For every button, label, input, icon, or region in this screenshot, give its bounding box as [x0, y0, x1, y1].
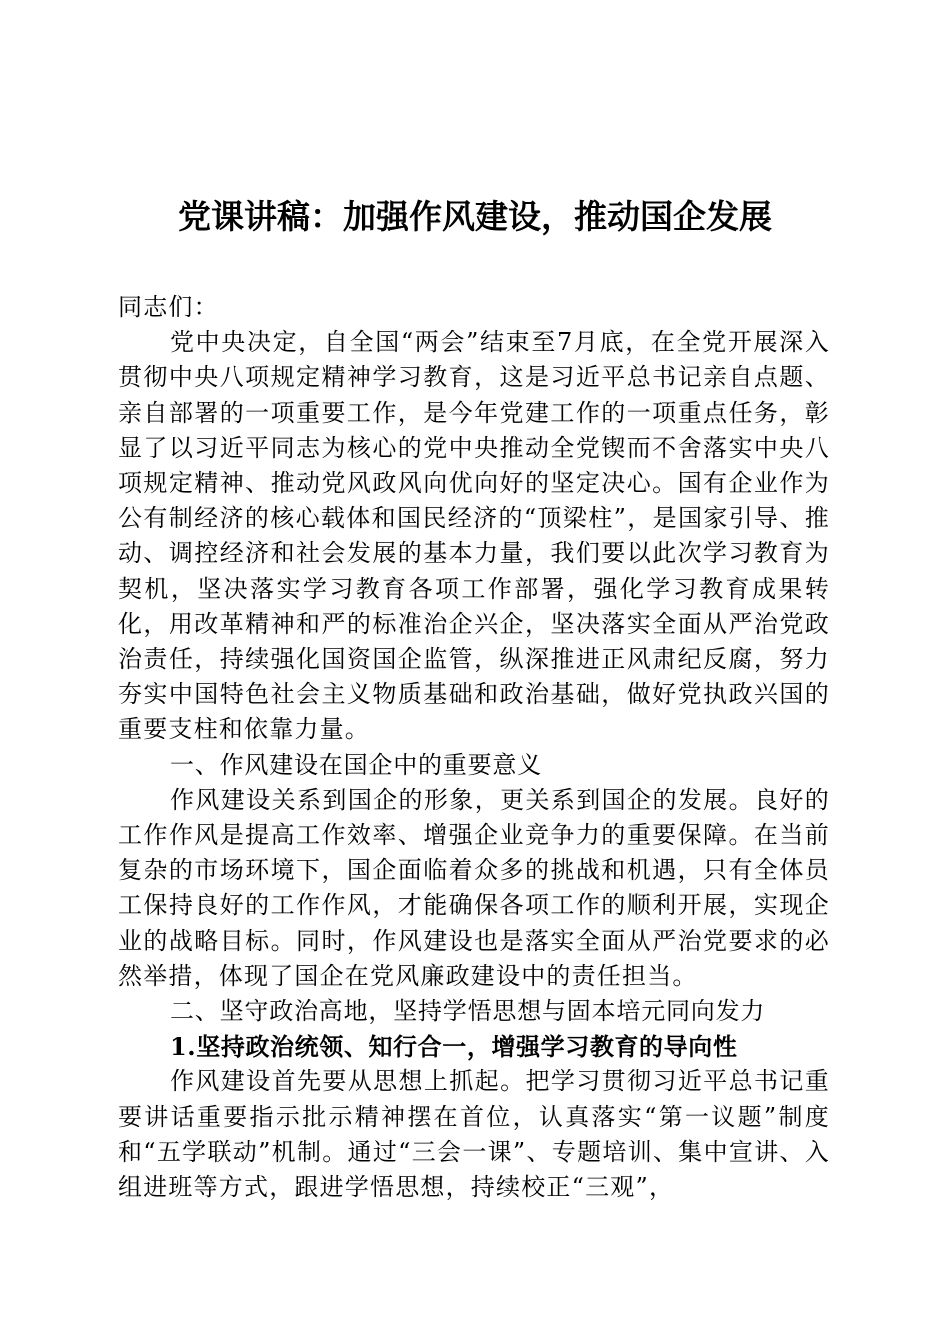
salutation: 同志们： — [118, 293, 219, 321]
intro-paragraph: 党中央决定，自全国“两会”结束至7月底，在全党开展深入贯彻中央八项规定精神学习教育，这是习近平总书记亲自点题、亲自部署的一项重要工作，是今年党建工作的一项重点任务，彰显了以习近平同志为核心的党中央推动全党锲而不舍落实中央八项规定精神、推动党风政风向优向好的坚定决心。国有企业作为公有制经济的核心载体和国民经济的“顶梁柱”，是国家引导、推动、调控经济和社会发展的基本力量，我们要以此次学习教育为契机，坚决落实学习教育各项工作部署，强化学习教育成果转化，用改革精神和严的标准治企兴企，坚决落实全面从严治党政治责任，持续强化国资国企监管，纵深推进正风肃纪反腐，努力夯实中国特色社会主义物质基础和政治基础，做好党执政兴国的重要支柱和依靠力量。 — [118, 328, 830, 744]
section-1-heading: 一、作风建设在国企中的重要意义 — [170, 750, 542, 779]
section-2-heading: 二、坚守政治高地，坚持学悟思想与固本培元同向发力 — [170, 997, 766, 1026]
section-2-sub-1-paragraph: 作风建设首先要从思想上抓起。把学习贯彻习近平总书记重要讲话重要指示批示精神摆在首位，认真落实“第一议题”制度和“五学联动”机制。通过“三会一课”、专题培训、集中宣讲、入组进班等方式，跟进学悟思想，持续校正“三观”， — [118, 1067, 830, 1202]
document-body — [118, 290, 830, 1205]
section-2-subheading-1: 1.坚持政治统领、知行合一，增强学习教育的导向性 — [170, 1032, 738, 1062]
document-title: 党课讲稿：加强作风建设，推动国企发展 — [178, 197, 772, 236]
section-1-paragraph: 作风建设关系到国企的形象，更关系到国企的发展。良好的工作作风是提高工作效率、增强企业竞争力的重要保障。在当前复杂的市场环境下，国企面临着众多的挑战和机遇，只有全体员工保持良好的工作作风，才能确保各项工作的顺利开展，实现企业的战略目标。同时，作风建设也是落实全面从严治党要求的必然举措，体现了国企在党风廉政建设中的责任担当。 — [118, 785, 830, 990]
